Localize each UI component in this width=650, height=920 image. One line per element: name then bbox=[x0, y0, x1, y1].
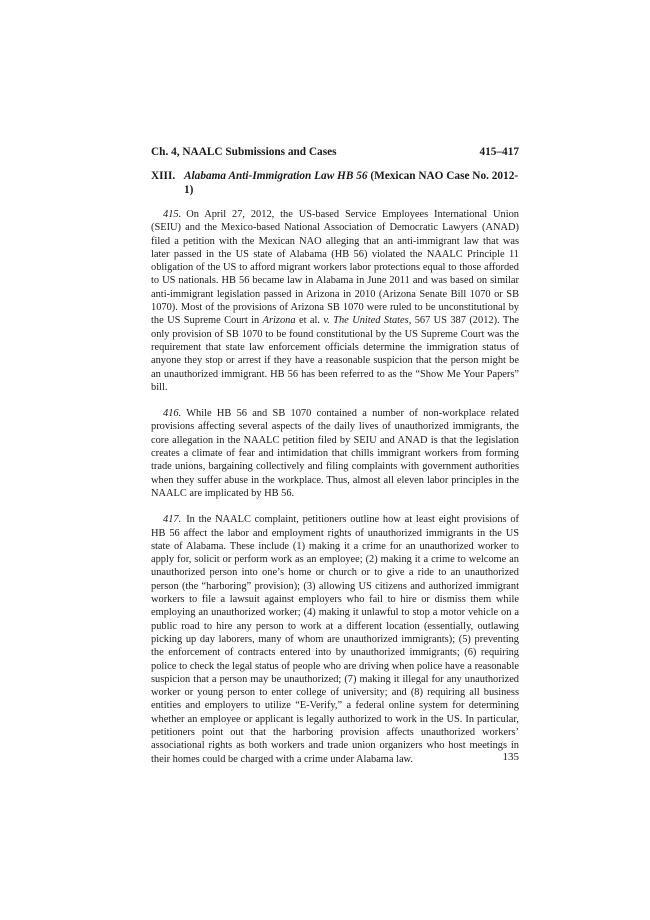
paragraph-text: et al. bbox=[295, 315, 324, 327]
paragraph-text: In the NAALC complaint, petitioners outline how at least eight provisions of HB 56 affect the labor and employment rights of unauthorized immigrants in the US state of Alabama. These include (1) making it a crime for an unauthorized worker to apply for, solicit or perform work as an employee; (2) making it a crime to welcome an unauthorized person into one’s home or church or to give a ride to an unauthorized person (the “harboring” provision); (3) allowing US citizens and authorized immigrant workers to file a lawsuit against employers who fail to hire or dismiss them while employing an unauthorized worker; (4) making it unlawful to stop a motor vehicle on a public road to hire any person to work at a different location (essentially, outlawing picking up day laborers, many of whom are unauthorized immigrants); (5) preventing the enforcement of contracts entered into by unauthorized immigrants; (6) requiring police to check the legal status of people who are driving when police have a reasonable suspicion that a person may be unauthorized; (7) making it illegal for any unauthorized worker or young person to enter college of university; and (8) requiring all business entities and employers to utilize “E-Verify,” a federal online system for determining whether an employee or applicant is legally authorized to work in the US. In particular, petitioners point out that the harboring provision affects unauthorized workers’ associational rights as both workers and trade union organizers who host meetings in their homes could be charged with a crime under Alabama law. bbox=[151, 514, 519, 765]
section-title-italic: Alabama Anti-Immigration Law HB 56 bbox=[184, 170, 368, 182]
paragraph-text: , 567 US 387 (2012). The only provision of SB 1070 to be found constitutional by the US Supreme Court was the requirement that state law enforcement officials determine the immigration status of anyone they stop or arrest if they have a reasonable suspicion that the person might be an unauthorized immigrant. HB 56 has been referred to as the “Show Me Your Papers” bill. bbox=[151, 315, 520, 393]
section-heading bbox=[151, 169, 519, 197]
paragraph-417 bbox=[151, 513, 519, 766]
paragraph-number: 416. bbox=[163, 408, 182, 420]
paragraph-text: While HB 56 and SB 1070 contained a number of non-workplace related provisions affecting several aspects of the daily lives of unauthorized immigrants, the core allegation in the NAALC petition filed by SEIU and ANAD is that the legislation creates a climate of fear and intimidation that chills immigrant workers from forming trade unions, bargaining collectively and filing complaints with government authorities when they suffer abuse in the workplace. Thus, almost all eleven labor principles in the NAALC are implicated by HB 56. bbox=[151, 408, 519, 499]
page-number: 135 bbox=[502, 751, 519, 763]
section-number: XIII. bbox=[151, 170, 176, 182]
paragraph-number: 415. bbox=[163, 209, 182, 220]
body-text bbox=[151, 208, 519, 779]
header-paragraph-range: 415–417 bbox=[479, 146, 519, 158]
italic-text: Arizona bbox=[262, 315, 296, 327]
running-header bbox=[151, 145, 519, 159]
section-title-rest: (Mexican NAO Case No. 2012-1) bbox=[184, 170, 519, 196]
paragraph-number: 417. bbox=[163, 514, 182, 526]
italic-text: v. The United States bbox=[323, 315, 409, 327]
paragraph-text: On April 27, 2012, the US-based Service Employees International Union (SEIU) and the Mexico-based National Association of Democratic Lawyers (ANAD) filed a petition with the Mexican NAO alleging that an anti-immigrant law that was later passed in the US state of Alabama (HB 56) violated the NAALC Principle 11 obligation of the US to afford migrant workers labor protections equal to those afforded to US nationals. HB 56 became law in Alabama in June 2011 and was based on similar anti-immigrant legislation passed in Arizona in 2010 (Arizona Senate Bill 1070 or SB 1070). Most of the provisions of Arizona SB 1070 were ruled to be unconstitutional by the US Supreme Court in bbox=[151, 209, 519, 327]
paragraph-416 bbox=[151, 407, 519, 500]
header-chapter: Ch. 4, NAALC Submissions and Cases bbox=[151, 146, 337, 158]
section-title bbox=[184, 169, 519, 197]
paragraph-415 bbox=[151, 208, 519, 394]
